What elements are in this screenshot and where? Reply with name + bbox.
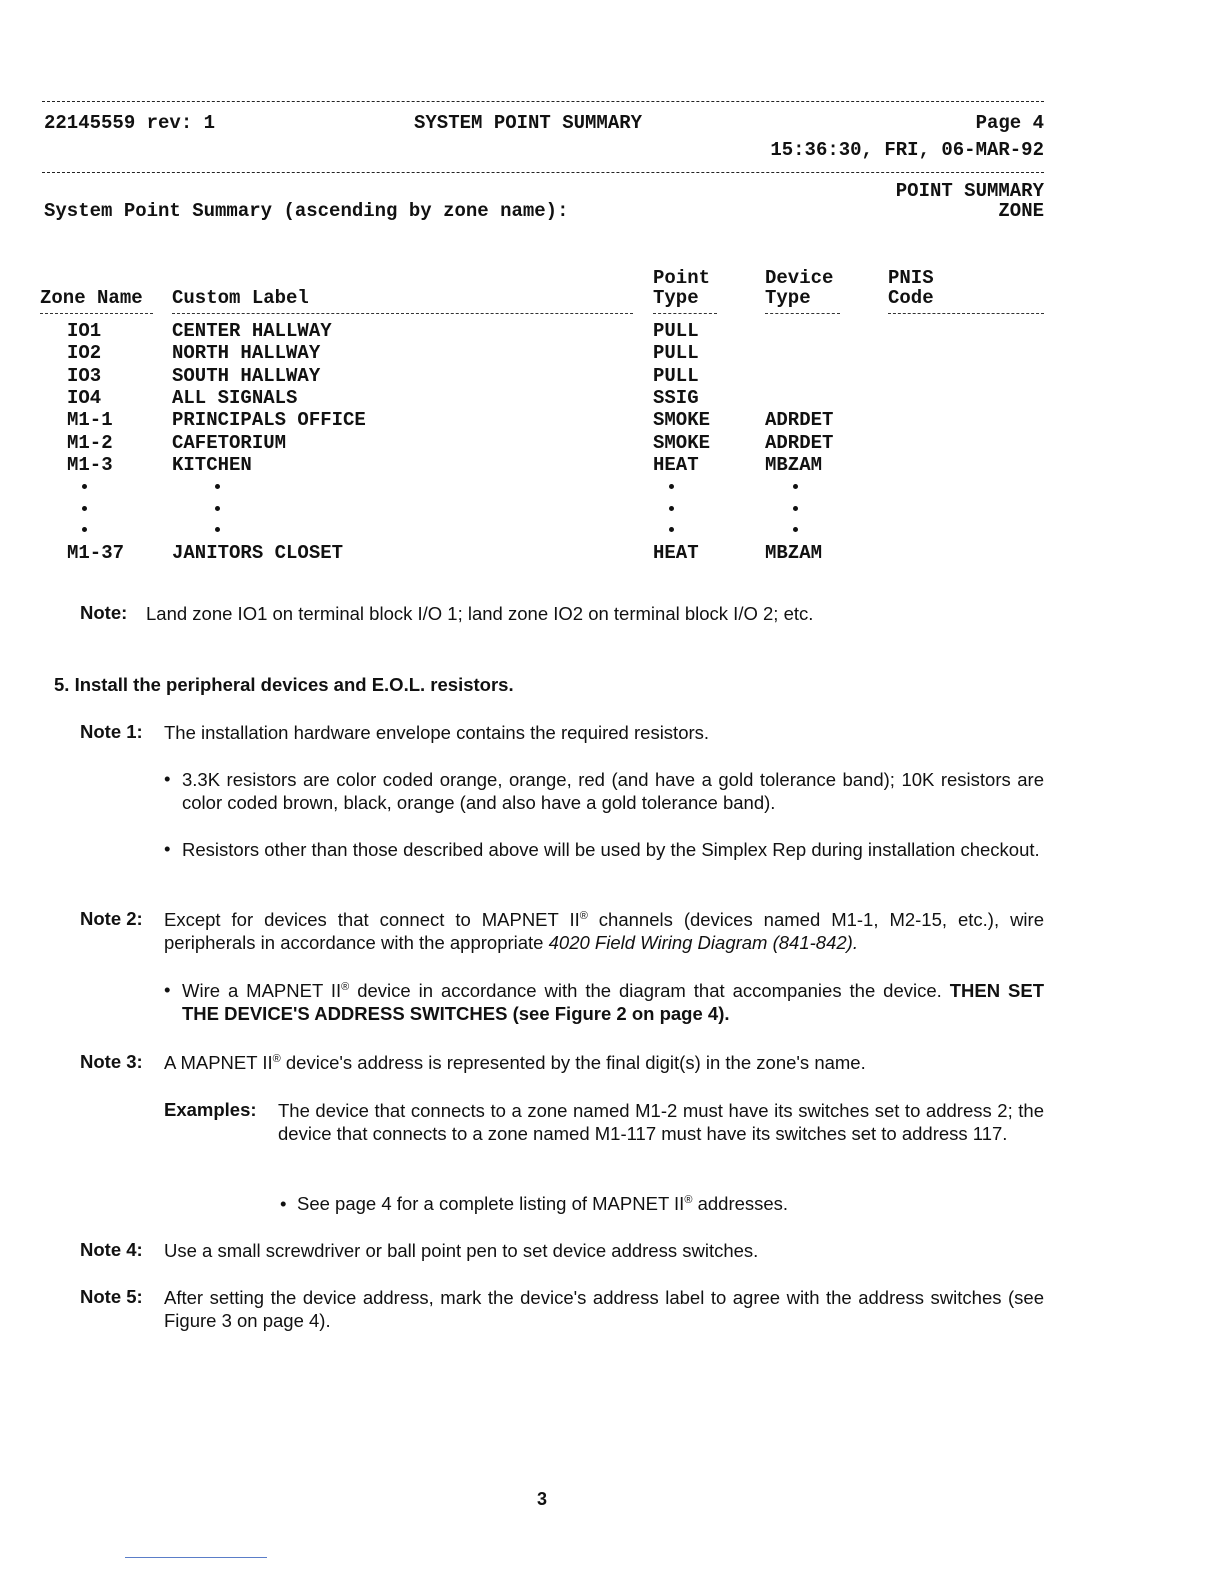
report-page: Page 4 bbox=[975, 112, 1044, 134]
col-device-type-line1: Device bbox=[765, 267, 834, 289]
ellipsis-dot bbox=[215, 506, 220, 511]
col-zone-name: Zone Name bbox=[40, 287, 143, 309]
header-rule-top bbox=[42, 101, 1044, 102]
note1-bullet1: 3.3K resistors are color coded orange, orange, red (and have a gold tolerance band); 10K resistors are color coded brown, black, orange (and also have a gold tolerance band). bbox=[182, 769, 1044, 813]
examples-bullet1-a: See page 4 for a complete listing of MAPNET II bbox=[297, 1193, 685, 1214]
ellipsis-dot bbox=[793, 527, 798, 532]
table-row bbox=[0, 454, 1224, 476]
zone-cell: IO4 bbox=[67, 386, 102, 409]
underline-device bbox=[765, 313, 840, 314]
point-cell: SSIG bbox=[653, 386, 699, 409]
note2-bullet1-b: device in accordance with the diagram that accompanies the device. bbox=[349, 980, 950, 1001]
zone-cell: IO1 bbox=[67, 320, 102, 342]
footer-rule bbox=[125, 1557, 267, 1558]
table-row bbox=[0, 320, 1224, 342]
table-row bbox=[0, 409, 1224, 431]
ellipsis-dot bbox=[82, 527, 87, 532]
examples-label: Examples: bbox=[164, 1099, 257, 1120]
note2-text-a: Except for devices that connect to MAPNET II bbox=[164, 909, 580, 930]
ellipsis-dot bbox=[669, 484, 674, 489]
underline-pnis bbox=[888, 313, 1044, 314]
ellipsis-dot bbox=[669, 506, 674, 511]
header-rule-bottom bbox=[42, 172, 1044, 173]
page-number: 3 bbox=[537, 1489, 548, 1509]
ellipsis-dot bbox=[793, 506, 798, 511]
label-cell: KITCHEN bbox=[172, 453, 252, 476]
col-point-type-line2: Type bbox=[653, 287, 699, 309]
col-custom-label: Custom Label bbox=[172, 287, 309, 309]
ellipsis-dot bbox=[215, 527, 220, 532]
label-cell: ALL SIGNALS bbox=[172, 386, 298, 409]
doc-id: 22145559 rev: 1 bbox=[44, 112, 216, 134]
note2-bullet1-emphasis: THEN SET THE DEVICE'S ADDRESS SWITCHES (see Figure 2 on page 4). bbox=[182, 980, 1044, 1024]
zone-label: ZONE bbox=[998, 200, 1044, 222]
registered-mark: ® bbox=[684, 1193, 693, 1206]
note4-label: Note 4: bbox=[80, 1239, 143, 1260]
report-subtitle: System Point Summary (ascending by zone name): bbox=[44, 200, 569, 222]
examples-text: The device that connects to a zone named M1-2 must have its switches set to address 2; the device that connects to a zone named M1-117 must have its switches set to address 117. bbox=[278, 1100, 1044, 1144]
note5-text: After setting the device address, mark the device's address label to agree with the address switches (see Figure 3 on page 4). bbox=[164, 1287, 1044, 1331]
underline-point bbox=[653, 313, 717, 314]
zone-cell: M1-37 bbox=[67, 542, 125, 564]
point-cell: HEAT bbox=[653, 542, 699, 564]
label-cell: SOUTH HALLWAY bbox=[172, 364, 321, 387]
note3-text-a: A MAPNET II bbox=[164, 1052, 273, 1073]
note2-bullet1 bbox=[182, 979, 1044, 1025]
land-note-label: Note: bbox=[80, 602, 128, 623]
examples-bullet1 bbox=[297, 1192, 788, 1215]
note2-text-b: channels (devices named M1-1, M2-15, etc.), wire peripherals in accordance with the appropriate bbox=[164, 909, 1044, 953]
point-cell: PULL bbox=[653, 320, 699, 342]
registered-mark: ® bbox=[272, 1052, 281, 1065]
table-row bbox=[0, 432, 1224, 454]
col-device-type-line2: Type bbox=[765, 287, 811, 309]
table-row bbox=[0, 365, 1224, 387]
note3-label: Note 3: bbox=[80, 1051, 143, 1072]
note3-text-b: device's address is represented by the final digit(s) in the zone's name. bbox=[280, 1052, 866, 1073]
table-row bbox=[0, 342, 1224, 364]
point-cell: SMOKE bbox=[653, 409, 711, 432]
note2-text bbox=[164, 908, 1044, 954]
bullet-icon: • bbox=[164, 768, 171, 789]
underline-zone bbox=[40, 313, 153, 314]
underline-label bbox=[172, 313, 633, 314]
note4-text: Use a small screwdriver or ball point pen to set device address switches. bbox=[164, 1240, 759, 1261]
zone-cell: IO3 bbox=[67, 364, 102, 387]
col-pnis-line1: PNIS bbox=[888, 267, 934, 289]
zone-cell: IO2 bbox=[67, 342, 102, 365]
ellipsis-dot bbox=[215, 484, 220, 489]
device-cell: ADRDET bbox=[765, 409, 834, 432]
table-row bbox=[0, 387, 1224, 409]
bullet-icon: • bbox=[164, 979, 171, 1000]
registered-mark: ® bbox=[341, 980, 350, 993]
point-cell: PULL bbox=[653, 364, 699, 387]
note2-bullet1-a: Wire a MAPNET II bbox=[182, 980, 342, 1001]
point-summary-label: POINT SUMMARY bbox=[895, 180, 1044, 202]
land-note-text: Land zone IO1 on terminal block I/O 1; land zone IO2 on terminal block I/O 2; etc. bbox=[146, 603, 814, 624]
report-timestamp: 15:36:30, FRI, 06-MAR-92 bbox=[770, 139, 1044, 161]
label-cell: NORTH HALLWAY bbox=[172, 342, 321, 365]
examples-bullet1-b: addresses. bbox=[692, 1193, 789, 1214]
device-cell: MBZAM bbox=[765, 453, 823, 476]
label-cell: PRINCIPALS OFFICE bbox=[172, 409, 366, 432]
bullet-icon: • bbox=[164, 838, 171, 859]
note2-wiring-diagram-ref: 4020 Field Wiring Diagram (841-842). bbox=[548, 932, 858, 953]
note3-text bbox=[164, 1051, 1044, 1074]
step5-heading: 5. Install the peripheral devices and E.O.L. resistors. bbox=[54, 674, 514, 695]
zone-cell: M1-3 bbox=[67, 453, 113, 476]
col-pnis-line2: Code bbox=[888, 287, 934, 309]
col-point-type-line1: Point bbox=[653, 267, 711, 289]
label-cell: JANITORS CLOSET bbox=[172, 542, 344, 564]
registered-mark: ® bbox=[579, 909, 588, 922]
ellipsis-dot bbox=[82, 506, 87, 511]
report-title: SYSTEM POINT SUMMARY bbox=[414, 112, 643, 134]
device-cell: ADRDET bbox=[765, 431, 834, 454]
point-cell: PULL bbox=[653, 342, 699, 365]
device-cell: MBZAM bbox=[765, 542, 823, 564]
note2-label: Note 2: bbox=[80, 908, 143, 929]
point-cell: SMOKE bbox=[653, 431, 711, 454]
note1-bullet2: Resistors other than those described above will be used by the Simplex Rep during installation checkout. bbox=[182, 839, 1040, 860]
ellipsis-dot bbox=[793, 484, 798, 489]
label-cell: CAFETORIUM bbox=[172, 431, 287, 454]
table-row bbox=[0, 542, 1224, 564]
note1-label: Note 1: bbox=[80, 721, 143, 742]
ellipsis-dot bbox=[669, 527, 674, 532]
zone-cell: M1-2 bbox=[67, 431, 113, 454]
note1-text: The installation hardware envelope contains the required resistors. bbox=[164, 722, 710, 743]
bullet-icon: • bbox=[280, 1193, 287, 1214]
label-cell: CENTER HALLWAY bbox=[172, 320, 332, 342]
note5-label: Note 5: bbox=[80, 1286, 143, 1307]
zone-cell: M1-1 bbox=[67, 409, 113, 432]
ellipsis-dot bbox=[82, 484, 87, 489]
point-cell: HEAT bbox=[653, 453, 699, 476]
